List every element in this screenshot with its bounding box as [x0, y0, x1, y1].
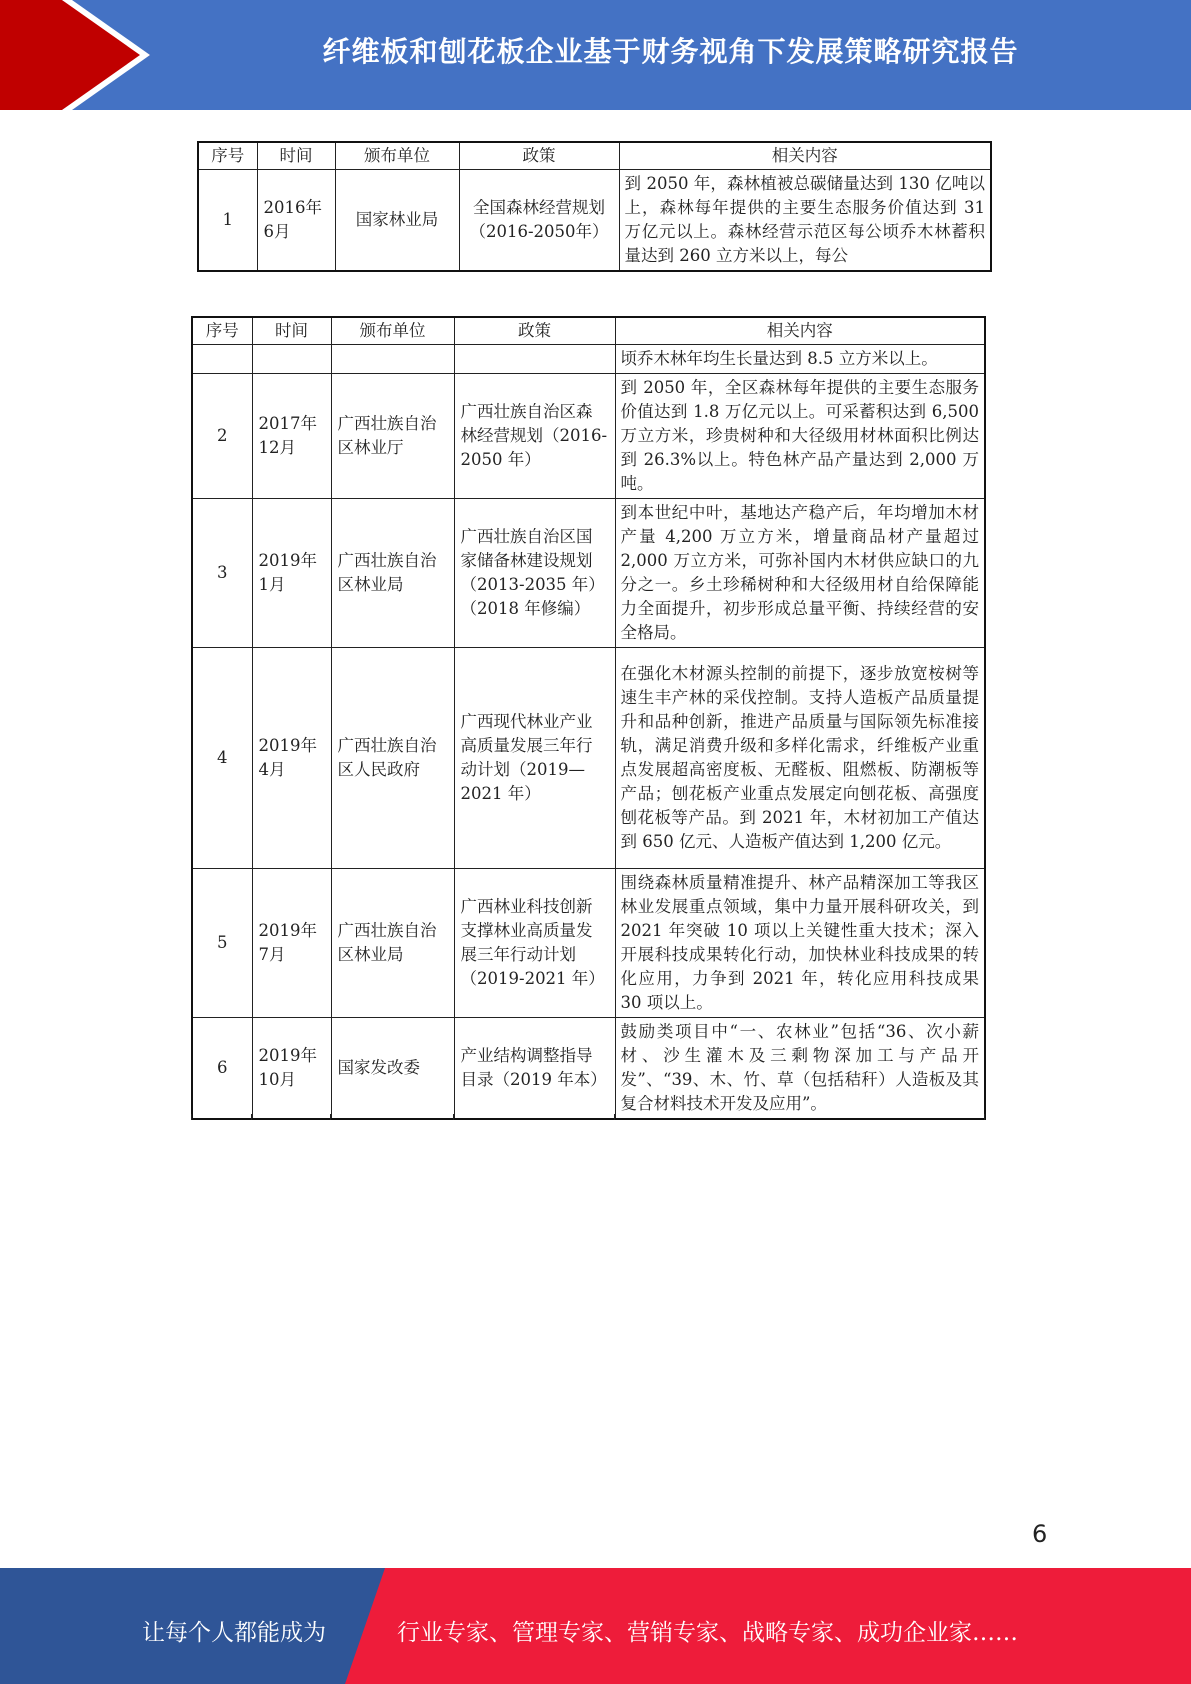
table-row [192, 374, 985, 499]
cell-time: 2019年 10月 [252, 1018, 331, 1120]
cell-issuer: 国家发改委 [331, 1018, 454, 1120]
cell-no: 3 [192, 499, 252, 648]
header-chevron-icon [0, 0, 150, 110]
table-row [192, 499, 985, 648]
cell-policy: 广西林业科技创新支撑林业高质量发展三年行动计划（2019-2021 年） [454, 869, 615, 1018]
cell-no: 4 [192, 648, 252, 869]
cell-content: 到本世纪中叶，基地达产稳产后，年均增加木材产量 4,200 万立方米，增量商品材产量超过 2,000 万立方米，可弥补国内木材供应缺口的九分之一。乡土珍稀树种和大径级用材自给保障能力全面提升，初步形成总量平衡、持续经营的安全格局。 [615, 499, 985, 648]
table-cutoff-edge [191, 1114, 986, 1120]
cell-issuer: 广西壮族自治区林业局 [331, 869, 454, 1018]
col-header-time: 时间 [257, 142, 335, 170]
col-header-content: 相关内容 [615, 317, 985, 345]
cell-policy: 广西壮族自治区国家储备林建设规划（2013-2035 年）（2018 年修编） [454, 499, 615, 648]
table-row [192, 648, 985, 869]
cell-policy: 广西壮族自治区森林经营规划（2016-2050 年） [454, 374, 615, 499]
cell-empty [454, 345, 615, 374]
cell-content: 到 2050 年，全区森林每年提供的主要生态服务价值达到 1.8 万亿元以上。可采蓄积达到 6,500 万立方米，珍贵树种和大径级用材林面积比例达到 26.3%以上。特色林产品产量达到 2,000 万吨。 [615, 374, 985, 499]
cell-no: 5 [192, 869, 252, 1018]
cell-time: 2019年 7月 [252, 869, 331, 1018]
cell-issuer: 广西壮族自治区人民政府 [331, 648, 454, 869]
cell-no: 6 [192, 1018, 252, 1120]
cell-empty [252, 345, 331, 374]
cell-time: 2016年 6月 [257, 170, 335, 272]
cell-time: 2017年 12月 [252, 374, 331, 499]
col-header-policy: 政策 [459, 142, 619, 170]
col-header-content: 相关内容 [619, 142, 991, 170]
col-header-no: 序号 [192, 317, 252, 345]
cell-content: 围绕森林质量精准提升、林产品精深加工等我区林业发展重点领域，集中力量开展科研攻关，到 2021 年突破 10 项以上关键性重大技术；深入开展科技成果转化行动，加快林业科技成果的转化应用，力争到 2021 年，转化应用科技成果 30 项以上。 [615, 869, 985, 1018]
cell-content: 到 2050 年，森林植被总碳储量达到 130 亿吨以上，森林每年提供的主要生态服务价值达到 31 万亿元以上。森林经营示范区每公顷乔木林蓄积量达到 260 立方米以上，每公 [619, 170, 991, 272]
table-row [192, 869, 985, 1018]
cell-policy: 广西现代林业产业高质量发展三年行动计划（2019—2021 年） [454, 648, 615, 869]
policy-table-part1 [197, 141, 992, 272]
cell-time: 2019年 1月 [252, 499, 331, 648]
cell-time: 2019年 4月 [252, 648, 331, 869]
policy-table-part2 [191, 316, 986, 1120]
table-row [198, 170, 991, 272]
cell-no: 2 [192, 374, 252, 499]
cell-empty [192, 345, 252, 374]
col-header-issuer: 颁布单位 [335, 142, 459, 170]
header-banner [0, 0, 1191, 110]
col-header-policy: 政策 [454, 317, 615, 345]
table-row [192, 1018, 985, 1120]
table-row-continuation [192, 345, 985, 374]
page-number: 6 [1032, 1520, 1048, 1548]
page-title: 纤维板和刨花板企业基于财务视角下发展策略研究报告 [322, 35, 1019, 68]
col-header-time: 时间 [252, 317, 331, 345]
table-header-row [192, 317, 985, 345]
footer-slogan-right: 行业专家、管理专家、营销专家、战略专家、成功企业家…… [397, 1620, 1018, 1646]
cell-content: 在强化木材源头控制的前提下，逐步放宽桉树等速生丰产林的采伐控制。支持人造板产品质量提升和品种创新，推进产品质量与国际领先标准接轨，满足消费升级和多样化需求，纤维板产业重点发展超高密度板、无醛板、阻燃板、防潮板等产品；刨花板产业重点发展定向刨花板、高强度刨花板等产品。到 2021 年，木材初加工产值达到 650 亿元、人造板产值达到 1,200 亿元。 [615, 648, 985, 869]
cell-content: 鼓励类项目中“一、农林业”包括“36、次小薪材、沙生灌木及三剩物深加工与产品开发”、“39、木、竹、草（包括秸秆）人造板及其复合材料技术开发及应用”。 [615, 1018, 985, 1120]
cell-issuer: 广西壮族自治区林业局 [331, 499, 454, 648]
footer-slogan-left: 让每个人都能成为 [142, 1620, 326, 1646]
col-header-no: 序号 [198, 142, 257, 170]
cell-content: 顷乔木林年均生长量达到 8.5 立方米以上。 [615, 345, 985, 374]
col-header-issuer: 颁布单位 [331, 317, 454, 345]
cell-empty [331, 345, 454, 374]
cell-issuer: 国家林业局 [335, 170, 459, 272]
table-header-row [198, 142, 991, 170]
cell-policy: 产业结构调整指导目录（2019 年本） [454, 1018, 615, 1120]
cell-policy: 全国森林经营规划（2016-2050年） [459, 170, 619, 272]
cell-no: 1 [198, 170, 257, 272]
cell-issuer: 广西壮族自治区林业厅 [331, 374, 454, 499]
